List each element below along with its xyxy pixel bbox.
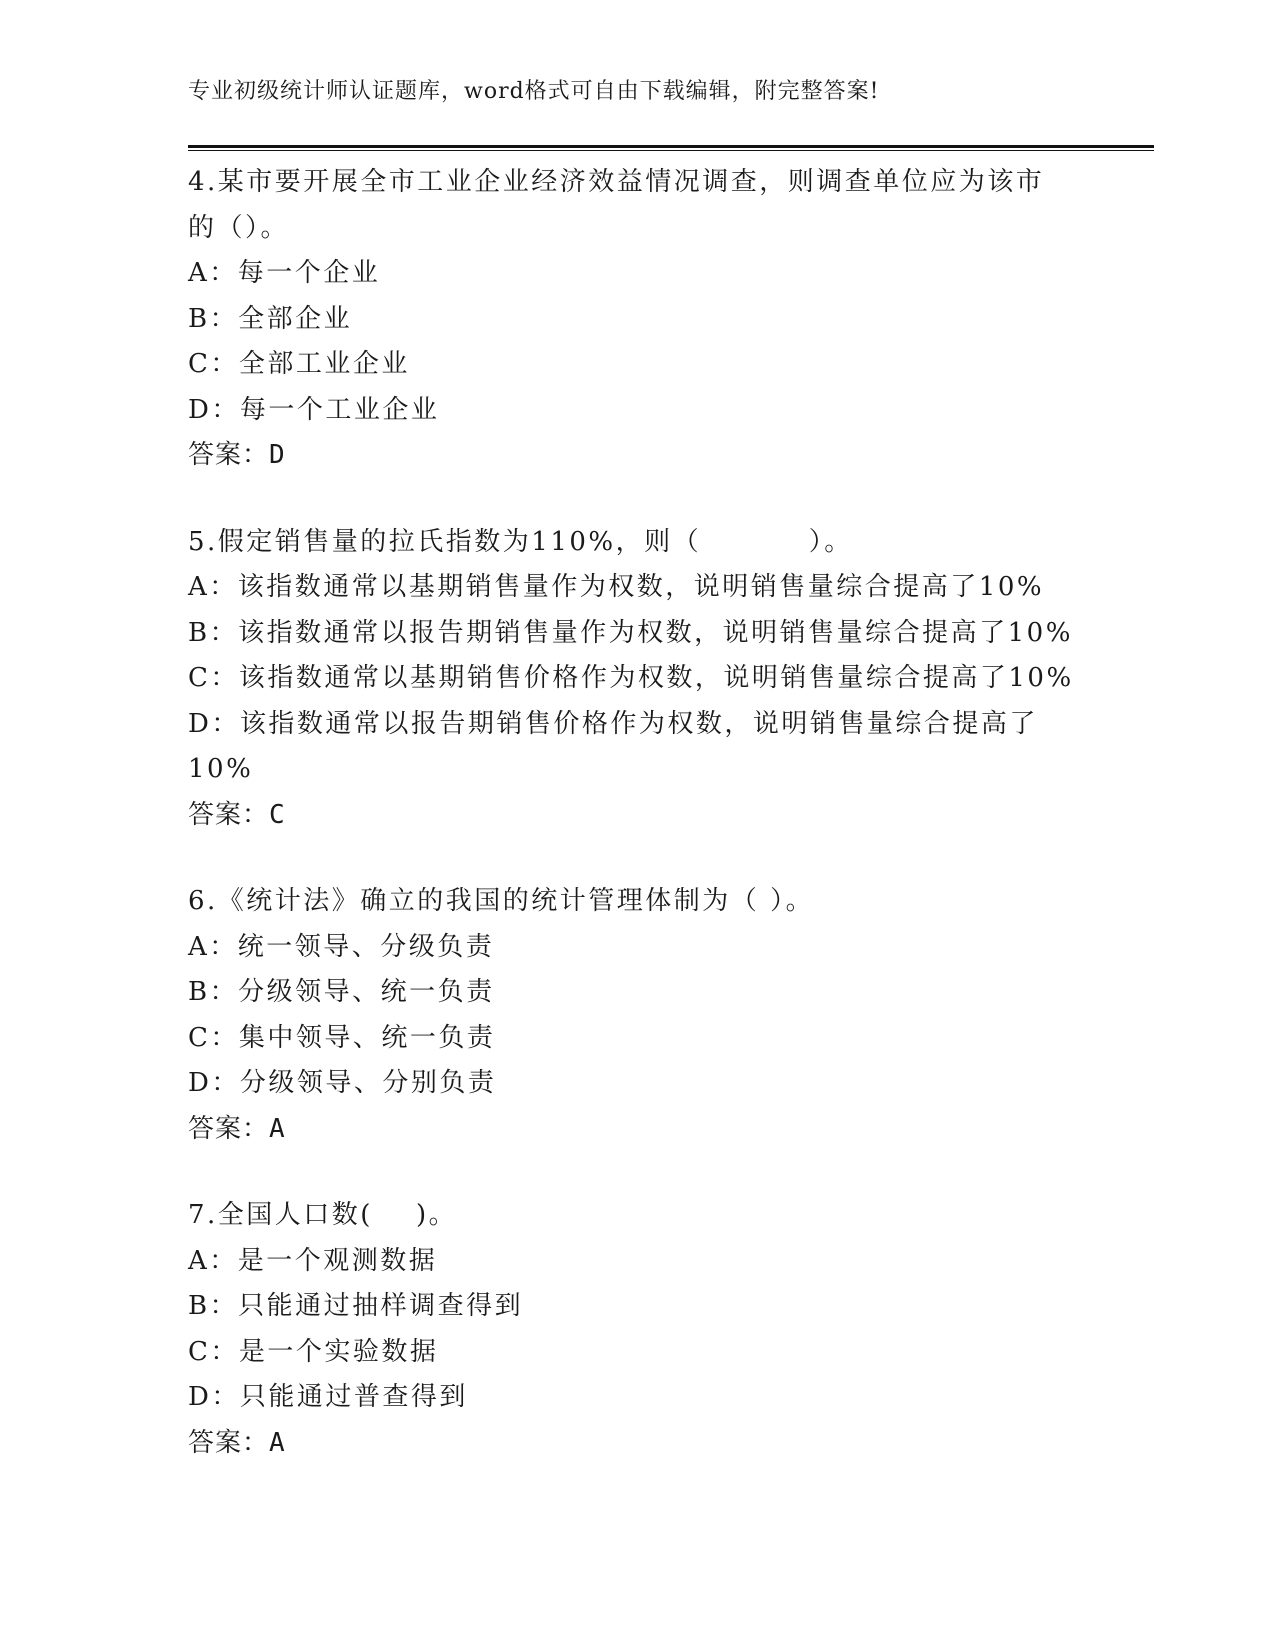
option-d: D：该指数通常以报告期销售价格作为权数，说明销售量综合提高了 [188,708,1038,739]
question-stem-line: 5.假定销售量的拉氏指数为110%，则（ ）。 [188,526,853,557]
question-stem-line: 的（）。 [188,212,290,243]
answer-value: D [269,440,285,470]
question-stem-line: 6.《统计法》确立的我国的统计管理体制为（ ）。 [188,886,815,916]
question-4 [188,160,1088,479]
option-a: A：该指数通常以基期销售量作为权数，说明销售量综合提高了10% [188,572,1045,602]
page-header: 专业初级统计师认证题库，word格式可自由下载编辑，附完整答案! [188,79,880,104]
option-d-continued: 10% [188,754,254,784]
answer-label: 答案： [188,440,270,470]
option-d: D：只能通过普查得到 [188,1382,468,1412]
answer-line [188,1421,1088,1467]
answer-line [188,1107,1088,1153]
option-d: D：每一个工业企业 [188,394,440,425]
answer-label: 答案： [188,799,270,830]
option-a: A：统一领导、分级负责 [188,931,495,962]
header-rule-thin [188,150,1154,151]
option-d: D：分级领导、分别负责 [188,1068,497,1098]
question-5 [188,520,1088,839]
answer-line [188,433,1088,479]
question-stem-line: 7.全国人口数( )。 [188,1200,458,1230]
question-6 [188,879,1088,1152]
answer-value: A [269,1427,285,1458]
option-b: B：分级领导、统一负责 [188,977,495,1007]
option-b: B：全部企业 [188,303,353,334]
question-list [188,160,1088,1507]
option-c: C：集中领导、统一负责 [188,1022,496,1053]
option-b: B：该指数通常以报告期销售量作为权数，说明销售量综合提高了10% [188,617,1073,648]
option-c: C：该指数通常以基期销售价格作为权数，说明销售量综合提高了10% [188,663,1074,693]
option-c: C：是一个实验数据 [188,1336,439,1367]
answer-value: C [269,799,285,830]
option-b: B：只能通过抽样调查得到 [188,1291,524,1321]
question-stem-line: 4.某市要开展全市工业企业经济效益情况调查，则调查单位应为该市 [188,167,1045,197]
question-7 [188,1193,1088,1466]
answer-label: 答案： [188,1113,270,1144]
option-a: A：是一个观测数据 [188,1245,438,1276]
header-rule-thick [188,145,1154,148]
option-a: A：每一个企业 [188,258,381,288]
answer-line [188,793,1088,839]
answer-label: 答案： [188,1427,270,1458]
option-c: C：全部工业企业 [188,349,410,379]
answer-value: A [269,1113,285,1144]
